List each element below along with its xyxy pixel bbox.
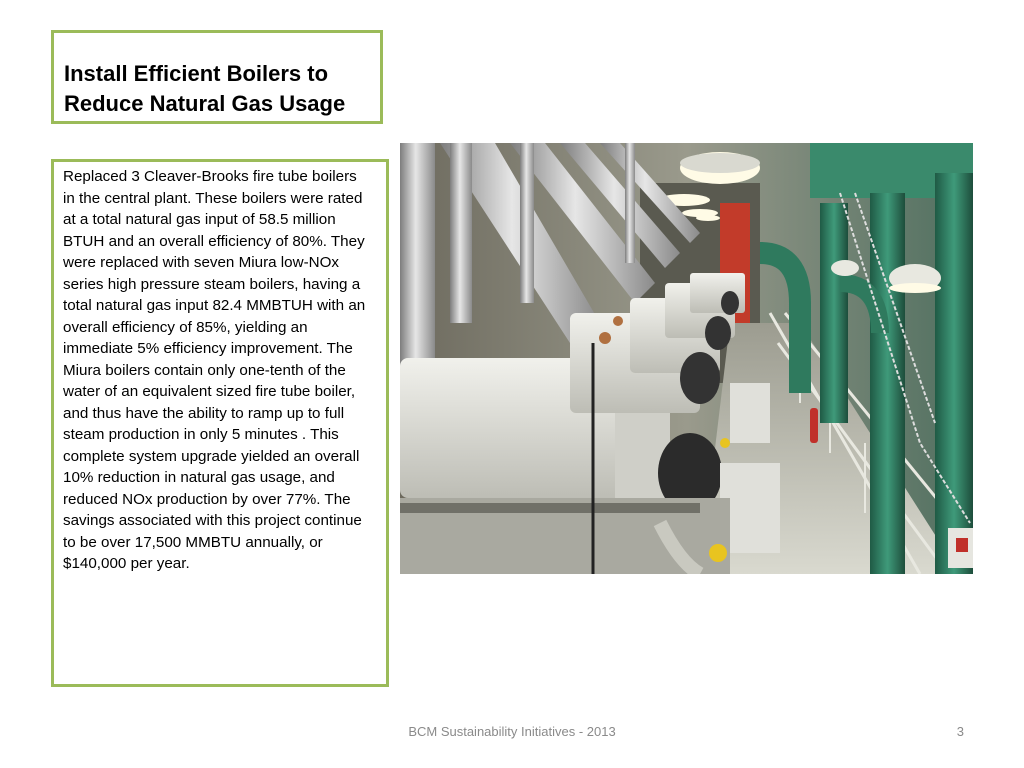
body-text-box xyxy=(51,159,389,687)
title-box xyxy=(51,30,383,124)
slide-body-text: Replaced 3 Cleaver-Brooks fire tube boilers in the central plant. These boilers were rated at a total natural gas input of 58.5 million BTUH and an overall efficiency of 80%. They were replaced with seven Miura low-NOx series high pressure steam boilers, having a total natural gas input 82.4 MMBTUH with an overall efficiency of 85%, yielding an immediate 5% efficiency improvement. The Miura boilers contain only one-tenth of the water of an equivalent sized fire tube boiler, and thus have the ability to ramp up to full steam production in only 5 minutes . This complete system upgrade yielded an overall 10% reduction in natural gas usage, and reduced NOx production by over 77%. The savings associated with this project continue to be over 17,500 MMBTU annually, or $140,000 per year. xyxy=(63,168,366,572)
boiler-room-photo xyxy=(400,143,973,574)
page-number: 3 xyxy=(956,724,964,739)
boiler-room-illustration xyxy=(400,143,973,574)
slide-title: Install Efficient Boilers to Reduce Natural Gas Usage xyxy=(64,61,346,116)
footer-text: BCM Sustainability Initiatives - 2013 xyxy=(408,724,616,739)
